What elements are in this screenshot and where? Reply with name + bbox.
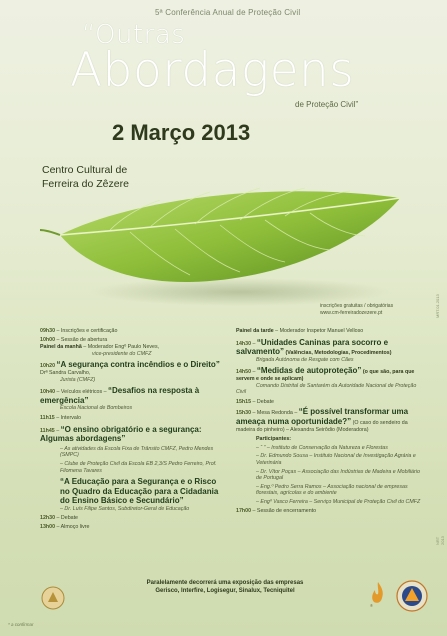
footer-exhibition <box>70 579 380 595</box>
item-text: – Veículos elétricos – <box>55 389 109 396</box>
side-code-2: MRT.01.2013 <box>435 294 440 318</box>
schedule-item <box>236 399 421 406</box>
participant <box>256 445 421 452</box>
participant <box>256 453 421 466</box>
venue-line-1: Centro Cultural de <box>42 164 128 176</box>
website-link[interactable]: www.cm-ferreiradozezere.pt <box>320 310 383 316</box>
sub-text: – Dr. Luís Filipe Santos, Subdiretor-Geral de Educação <box>60 505 190 512</box>
schedule-item <box>40 515 225 522</box>
schedule-item <box>40 360 225 383</box>
footer-line-1: Paralelamente decorrerá uma exposição das empresas <box>146 580 304 586</box>
event-date: 2 Março 2013 <box>112 120 251 145</box>
time: 10h40 <box>40 389 56 396</box>
item-text: – Mesa Redonda – <box>251 410 299 417</box>
leaf-illustration <box>40 180 430 315</box>
conference-name: 5ª Conferência Anual de Proteção Civil <box>155 8 301 17</box>
speaker-org: Brigada Autónoma de Resgate com Cães <box>256 356 354 363</box>
participants-label <box>256 436 421 443</box>
talk-detail: (Valências, Metodologias, Procedimentos) <box>284 350 392 357</box>
side-code: NRT 2013 <box>435 536 445 545</box>
time: 17h00 <box>236 508 252 515</box>
talk-title: “Unidades Caninas para socorro e salvamento” <box>236 337 389 357</box>
talk-title: “Medidas de autoproteção” <box>256 366 362 376</box>
footnote: * a confirmar <box>8 622 34 627</box>
sub-item <box>60 446 225 459</box>
talk-title: “O ensino obrigatório e a segurança: Algumas abordagens” <box>40 424 202 444</box>
sub-text: – Clube de Proteção Civil da Escola EB 2,3/S Pedro Ferreiro, Prof. Filomena Tavares <box>60 460 217 474</box>
speaker-org: Escola Nacional de Bombeiros <box>60 405 133 412</box>
time: 15h30 <box>236 410 252 417</box>
participant-text: – Engº Vasco Ferreira – Serviço Municipal de Proteção Civil do CMFZ <box>256 498 421 505</box>
participant <box>256 469 421 482</box>
participant-text: – Dr. Vítor Poças – Associação das Indústrias de Madeira e Mobiliário de Portugal <box>256 468 420 482</box>
item-text: – <box>251 369 257 376</box>
item-text: – Intervalo <box>54 414 81 421</box>
schedule-item <box>40 328 225 335</box>
time: 11h15 <box>40 414 55 421</box>
inscription-info <box>320 303 393 317</box>
item-text: – Debate <box>251 398 275 405</box>
schedule-item <box>236 366 421 395</box>
time: 10h20 <box>40 363 56 370</box>
talk-detail: (o que são, para que servem e onde se aplicam) <box>236 369 415 382</box>
panel-text: – Moderador Engº Paulo Neves, <box>81 344 160 351</box>
title-line-1: “Outras <box>82 20 186 50</box>
panel-afternoon <box>236 328 421 335</box>
title-line-2: Abordagens <box>70 43 355 98</box>
talk-title: “A Educação para a Segurança e o Risco no Quadro da Educação para a Cidadania do Ensino Básico e Secundário” <box>60 477 219 506</box>
schedule-item <box>236 338 421 364</box>
footer-line-2: Gerisco, Interfire, Logisegur, Sinalux, Tecniquitel <box>155 588 295 594</box>
talk-title: “Desafios na resposta à emergência” <box>40 386 200 405</box>
participant <box>256 484 421 497</box>
civil-protection-logo <box>396 580 428 612</box>
schedule-item <box>236 407 421 433</box>
participant <box>256 499 421 506</box>
item-text: – <box>54 427 61 434</box>
sub-text: – As atividades da Escola Fixa de Trânsito CMFZ, Pedro Mendes (SMPC) <box>60 445 214 459</box>
inscription-note: inscrições gratuitas / obrigatórias <box>320 303 394 309</box>
talk-title: “A segurança contra incêndios e o Direito” <box>56 360 220 370</box>
schedule-item <box>40 524 225 531</box>
schedule-item <box>40 386 225 412</box>
talk-title: “É possível transformar uma ameaça numa oportunidade?” <box>236 407 409 426</box>
time: 14h30 <box>236 340 252 347</box>
time: 15h15 <box>236 398 252 405</box>
sub-item <box>60 461 225 474</box>
time: 09h30 <box>40 328 56 334</box>
schedule-item <box>40 337 225 344</box>
time: 11h45 <box>40 427 55 434</box>
item-text: – <box>251 340 257 347</box>
panel-label: Painel da manhã <box>40 344 82 351</box>
panel-morning <box>40 344 225 357</box>
venue-line-2: Ferreira do Zêzere <box>42 178 129 190</box>
title-subtitle: de Proteção Civil” <box>295 100 359 109</box>
speaker-org: Comando Distrital de Santarém da Autoridade Nacional de Proteção Civil <box>236 382 417 396</box>
municipality-logo <box>40 585 66 611</box>
panel-text: – Moderador Inspetor Manuel Velloso <box>273 328 364 334</box>
schedule-item <box>40 415 225 422</box>
participant-text: – “ ” – Instituto de Conservação da Natureza e Florestas <box>256 444 388 451</box>
sub-item <box>60 477 225 512</box>
item-text: – Debate <box>55 515 79 522</box>
talk-detail: (O caso do sendeiro da madeira do pinheiro) – Alexandra Seirôdio (Moderadora) <box>236 419 408 433</box>
item-text: – Almoço livre <box>55 524 90 531</box>
panel-sub: vice-presidente do CMFZ <box>92 350 152 357</box>
item-text: – Sessão de encerramento <box>251 508 317 515</box>
schedule-item <box>40 425 225 444</box>
participant-text: – Eng.º Pedro Serra Ramos – Associação nacional de empresas florestais, agrícolas e do ambiente <box>256 483 408 497</box>
item-text: – Inscrições e certificação <box>55 328 118 334</box>
program-right <box>236 328 421 515</box>
item-text: – Sessão de abertura <box>55 336 108 343</box>
schedule-item <box>236 508 421 515</box>
participants-heading: Participantes: <box>256 436 292 443</box>
time: 13h00 <box>40 524 56 531</box>
program-left <box>40 328 225 531</box>
speaker: Drª Sandra Carvalho, <box>40 369 91 376</box>
time: 12h30 <box>40 515 56 522</box>
participant-text: – Dr. Edmundo Sousa – Instituto Nacional de Investigação Agrária e Veterinária <box>256 453 416 466</box>
time: 10h00 <box>40 336 56 343</box>
svg-text:®: ® <box>370 603 373 608</box>
speaker-role: Jurista (CMFZ) <box>60 376 96 383</box>
panel-label: Painel da tarde <box>236 328 274 334</box>
time: 14h50 <box>236 369 252 376</box>
